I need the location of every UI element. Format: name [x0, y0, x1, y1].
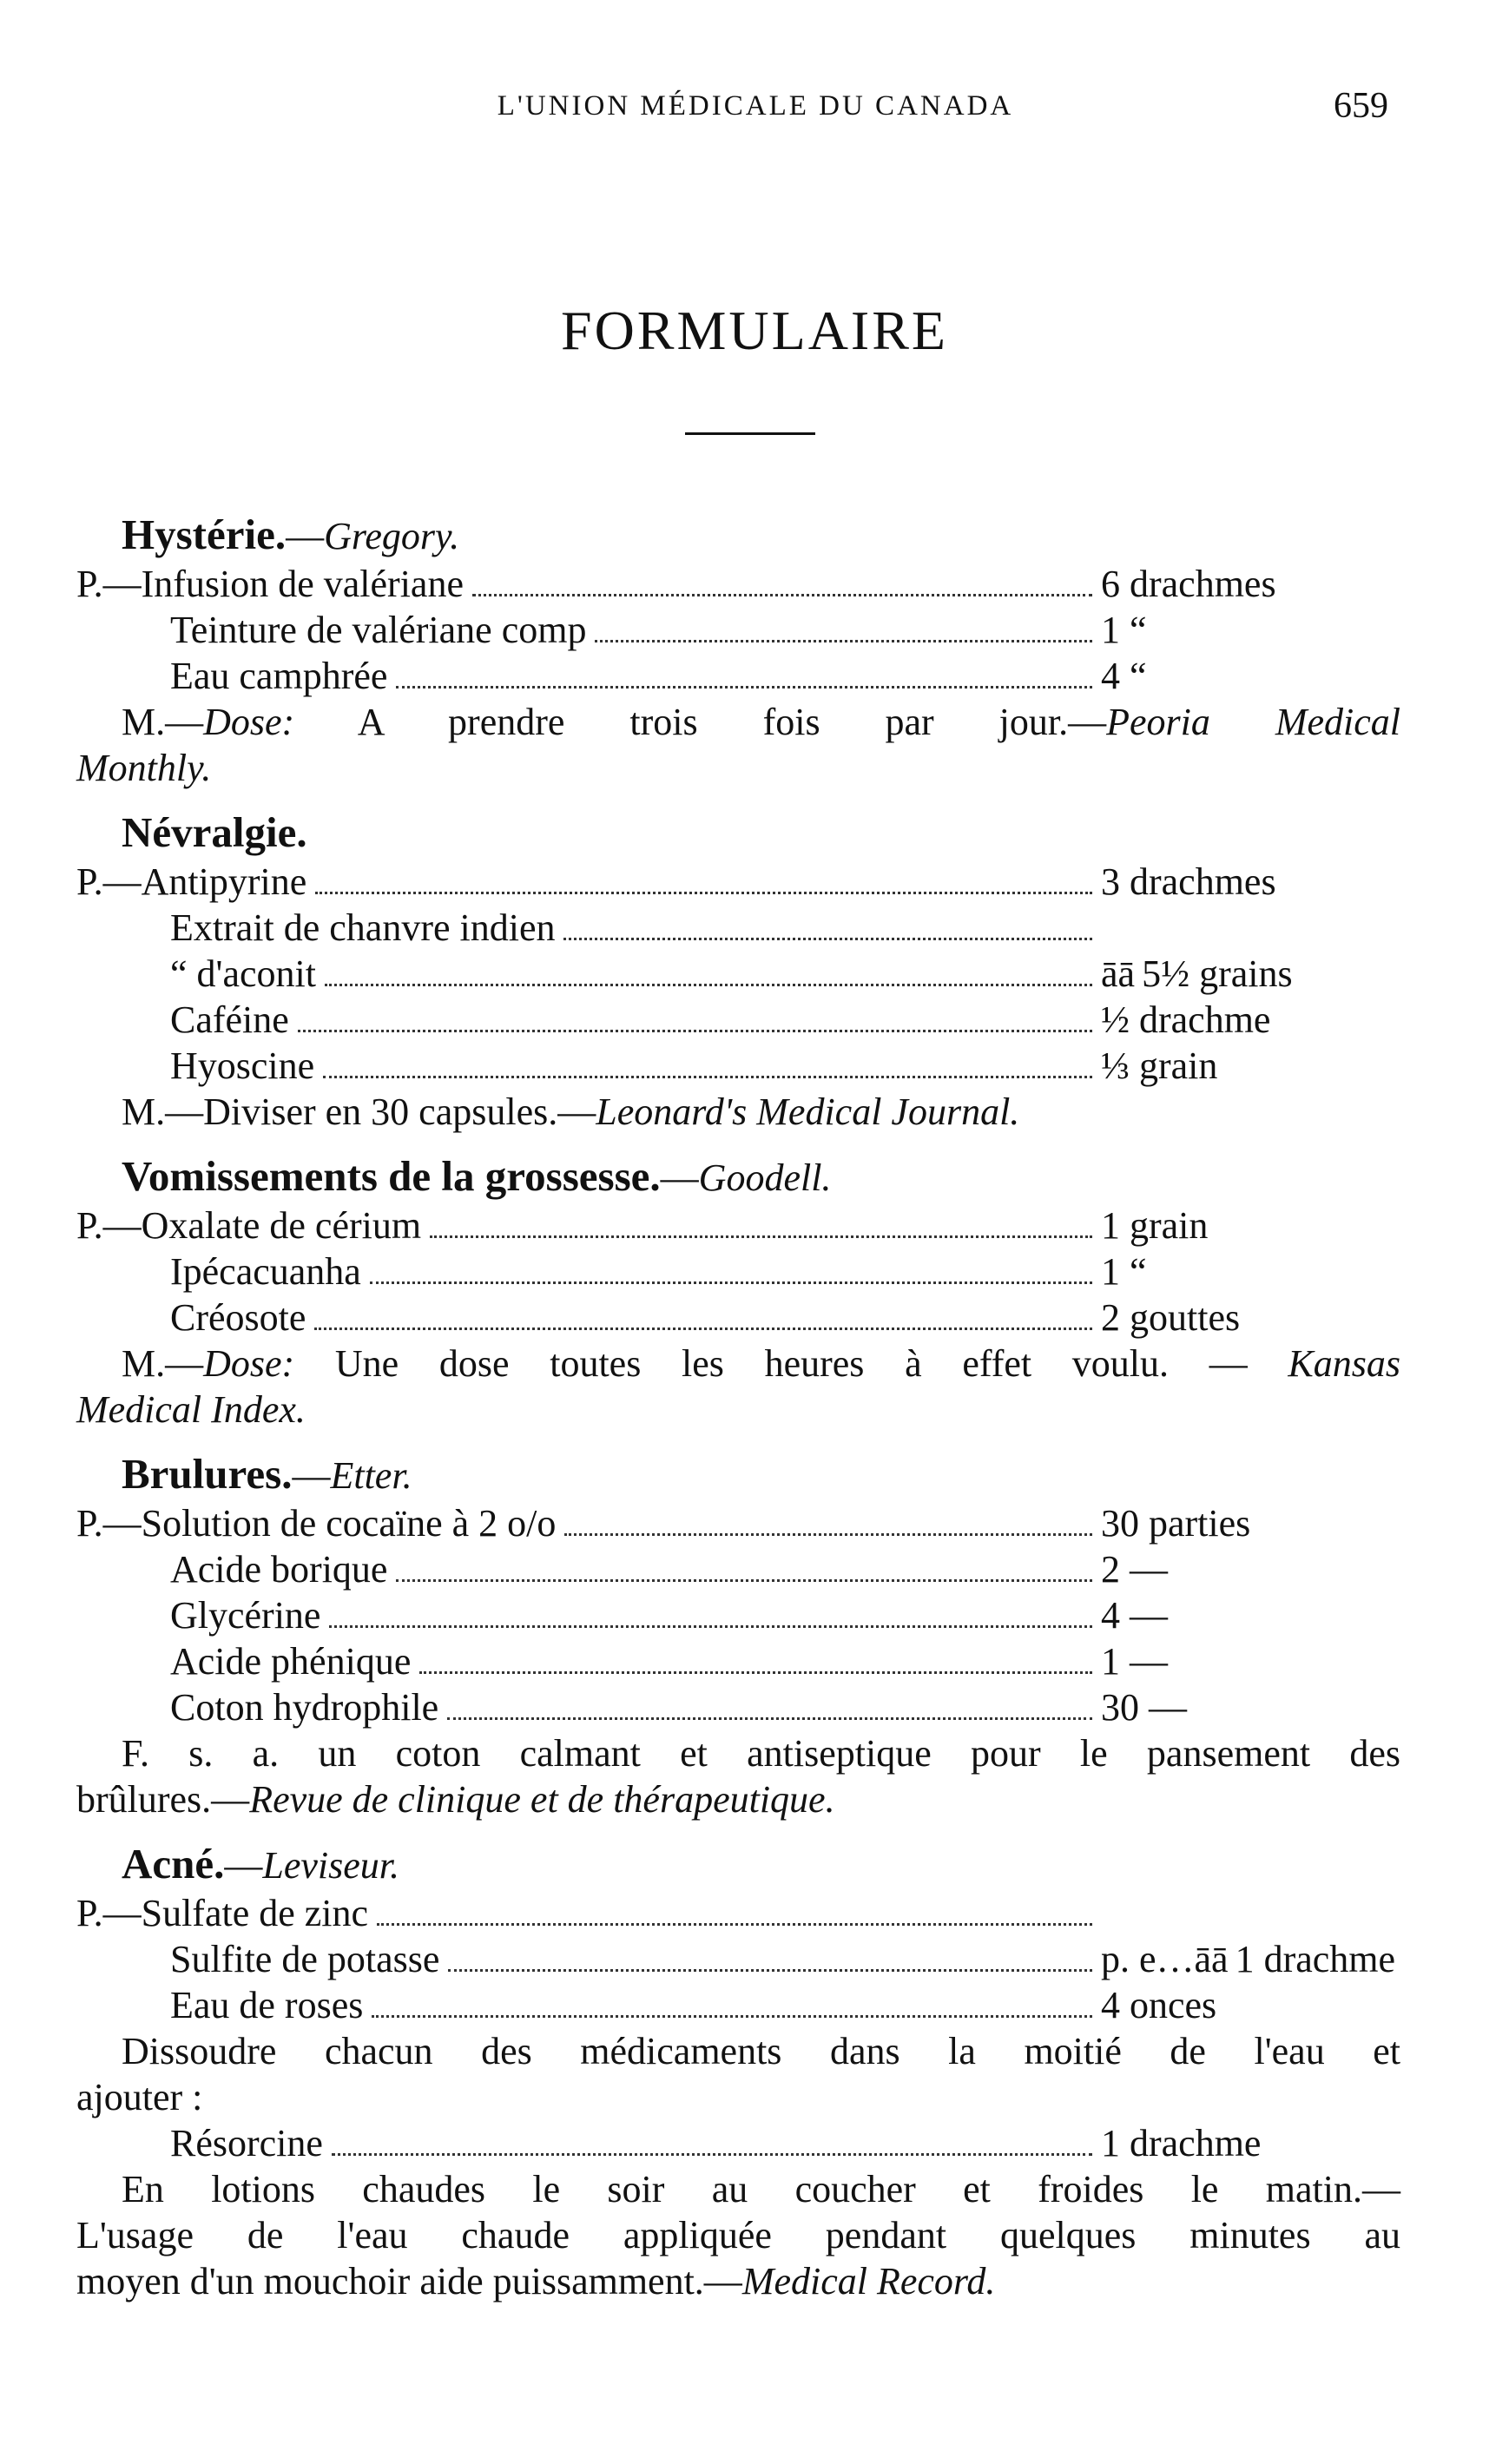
ingredient-dose: [1101, 1592, 1400, 1638]
note-line: [76, 2028, 1400, 2074]
dotted-leader: [377, 1923, 1092, 1926]
ana-marker: āā: [1101, 952, 1136, 995]
note-line: [76, 1341, 1400, 1387]
ingredient-label: Eau de roses: [170, 1984, 364, 2026]
dotted-leader: [563, 938, 1092, 940]
formulary-content: [76, 509, 1400, 2304]
text-run: L'usage de l'eau chaude appliquée pendant quelques minutes au: [76, 2214, 1400, 2256]
section-heading: [76, 1838, 1400, 1890]
section-title: Vomissements de la grossesse.: [122, 1152, 661, 1200]
page-number: 659: [1334, 86, 1388, 126]
note-line: [76, 2258, 1400, 2304]
dotted-leader: [329, 1625, 1092, 1628]
ingredient-label: Hyoscine: [170, 1044, 315, 1087]
text-run: M.—Diviser en 30 capsules.—: [122, 1090, 596, 1133]
ingredient-name: [170, 1043, 314, 1089]
text-run: Dose:: [203, 701, 295, 743]
ingredient-name: [170, 1295, 306, 1341]
ingredient-dose: [1101, 1248, 1400, 1295]
note-line: [76, 699, 1400, 745]
ingredient-row: [76, 1592, 1400, 1638]
ingredient-row: [76, 1295, 1400, 1341]
text-run: Revue de clinique et de thérapeutique.: [249, 1778, 835, 1821]
text-run: Medical Record.: [741, 2260, 996, 2303]
section-author: Goodell.: [698, 1156, 832, 1199]
running-head: L'UNION MÉDICALE DU CANADA: [497, 90, 1014, 122]
ingredient-label: Solution de cocaïne à 2 o/o: [141, 1502, 557, 1545]
dotted-leader: [448, 1969, 1092, 1972]
dotted-leader: [298, 1030, 1092, 1032]
ingredient-row: [76, 1936, 1400, 1982]
ingredient-name: [76, 561, 464, 607]
author-dash: —: [286, 515, 325, 557]
ingredient-name: [76, 1202, 421, 1248]
ingredient-quantity: 1 grain: [1101, 1204, 1209, 1247]
note-line: [76, 745, 1400, 791]
ingredient-dose: [1101, 1500, 1400, 1546]
ingredient-name: [170, 951, 316, 997]
ingredient-label: “ d'aconit: [170, 952, 316, 995]
note-line: [76, 1387, 1400, 1433]
dotted-leader: [396, 1579, 1092, 1582]
prescription-prefix: P.—: [76, 860, 142, 903]
ingredient-row: [76, 905, 1400, 951]
ingredient-quantity: 4 “: [1101, 655, 1147, 697]
text-run: brûlures.—: [76, 1778, 250, 1821]
dotted-leader: [595, 640, 1092, 642]
text-run: Dissoudre chacun des médicaments dans la moitié de l'eau et: [122, 2030, 1400, 2072]
prescription-prefix: P.—: [76, 1502, 142, 1545]
ingredient-row: [76, 859, 1400, 905]
ingredient-row: [76, 997, 1400, 1043]
ingredient-row: [76, 1043, 1400, 1089]
ingredient-row: [76, 1684, 1400, 1730]
ingredient-quantity: 3 drachmes: [1101, 860, 1276, 903]
ingredient-name: [76, 1890, 368, 1936]
ingredient-dose: [1101, 1982, 1400, 2028]
dotted-leader: [315, 892, 1092, 894]
ingredient-name: [170, 1684, 438, 1730]
ingredient-row: [76, 1982, 1400, 2028]
section-title: Hystérie.: [122, 511, 287, 558]
ingredient-label: Acide phénique: [170, 1640, 412, 1683]
dotted-leader: [323, 1076, 1092, 1078]
ingredient-name: [76, 859, 306, 905]
ana-marker: p. e…āā: [1101, 1938, 1229, 1980]
dotted-leader: [396, 686, 1092, 688]
ingredient-label: Créosote: [170, 1296, 306, 1339]
ingredient-label: Eau camphrée: [170, 655, 388, 697]
ingredient-row: [76, 2120, 1400, 2166]
ingredient-name: [170, 1982, 363, 2028]
dotted-leader: [325, 984, 1092, 986]
section-title: Acné.: [122, 1840, 225, 1888]
dotted-leader: [314, 1328, 1092, 1330]
ingredient-quantity: 30 —: [1101, 1686, 1187, 1729]
ingredient-quantity: 4 —: [1101, 1594, 1168, 1637]
text-run: Monthly.: [76, 747, 212, 789]
ingredient-quantity: 2 —: [1101, 1548, 1168, 1591]
ingredient-quantity: 1 “: [1101, 1250, 1147, 1293]
ingredient-label: Extrait de chanvre indien: [170, 906, 556, 949]
prescription-prefix: P.—: [76, 563, 142, 605]
ingredient-dose: [1101, 997, 1400, 1043]
note-line: [76, 1089, 1400, 1135]
ingredient-name: [170, 905, 555, 951]
ingredient-row: [76, 1202, 1400, 1248]
note-line: [76, 2074, 1400, 2120]
author-dash: —: [224, 1844, 263, 1887]
text-run: A prendre trois fois par jour.—: [294, 701, 1107, 743]
ingredient-quantity: 5½ grains: [1142, 952, 1293, 995]
ingredient-name: [170, 1592, 320, 1638]
ingredient-label: Coton hydrophile: [170, 1686, 439, 1729]
ingredient-name: [170, 1936, 439, 1982]
text-run: M.—: [122, 701, 204, 743]
text-run: Kansas: [1288, 1342, 1400, 1385]
ingredient-label: Résorcine: [170, 2122, 323, 2164]
ingredient-dose: [1101, 561, 1400, 607]
text-run: Medical Index.: [76, 1388, 306, 1431]
note-line: [76, 2212, 1400, 2258]
ingredient-row: [76, 1500, 1400, 1546]
ingredient-dose: [1101, 2120, 1400, 2166]
section-title: Névralgie.: [122, 808, 307, 856]
author-dash: —: [292, 1454, 331, 1497]
ingredient-dose: [1101, 859, 1400, 905]
author-dash: —: [660, 1156, 699, 1199]
dotted-leader: [564, 1533, 1092, 1536]
ingredient-dose: [1101, 607, 1400, 653]
ingredient-row: [76, 1546, 1400, 1592]
ingredient-name: [76, 1500, 556, 1546]
ingredient-label: Acide borique: [170, 1548, 388, 1591]
ingredient-dose: [1101, 1684, 1400, 1730]
section-title: Brulures.: [122, 1450, 293, 1498]
text-run: F. s. a. un coton calmant et antiseptique pour le pansement des: [122, 1732, 1400, 1775]
note-line: [76, 1730, 1400, 1776]
section-heading: [76, 1150, 1400, 1202]
ingredient-row: [76, 951, 1400, 997]
ingredient-name: [170, 2120, 323, 2166]
ingredient-quantity: 30 parties: [1101, 1502, 1251, 1545]
ingredient-quantity: 4 onces: [1101, 1984, 1217, 2026]
title-rule: [685, 432, 815, 435]
ingredient-dose: [1101, 951, 1400, 997]
text-run: M.—: [122, 1342, 204, 1385]
ingredient-name: [170, 607, 586, 653]
ingredient-dose: [1101, 653, 1400, 699]
ingredient-row: [76, 1248, 1400, 1295]
prescription-prefix: P.—: [76, 1204, 142, 1247]
ingredient-row: [76, 653, 1400, 699]
ingredient-dose: [1101, 1638, 1400, 1684]
ingredient-row: [76, 561, 1400, 607]
dotted-leader: [472, 594, 1092, 596]
text-run: Une dose toutes les heures à effet voulu. —: [294, 1342, 1288, 1385]
dotted-leader: [332, 2153, 1092, 2156]
dotted-leader: [419, 1671, 1092, 1674]
text-run: ajouter :: [76, 2076, 203, 2118]
section-author: Etter.: [330, 1454, 412, 1497]
text-run: En lotions chaudes le soir au coucher et froides le matin.—: [122, 2168, 1400, 2210]
dotted-leader: [372, 2015, 1092, 2018]
ingredient-label: Infusion de valériane: [141, 563, 464, 605]
dotted-leader: [370, 1281, 1092, 1284]
ingredient-dose: [1101, 1043, 1400, 1089]
ingredient-quantity: 2 gouttes: [1101, 1296, 1241, 1339]
note-line: [76, 1776, 1400, 1822]
prescription-prefix: P.—: [76, 1892, 142, 1934]
text-run: Leonard's Medical Journal.: [596, 1090, 1020, 1133]
text-run: moyen d'un mouchoir aide puissamment.—: [76, 2260, 742, 2303]
ingredient-label: Caféine: [170, 998, 289, 1041]
ingredient-row: [76, 1638, 1400, 1684]
ingredient-name: [170, 1546, 387, 1592]
ingredient-dose: [1101, 1295, 1400, 1341]
ingredient-row: [76, 1890, 1400, 1936]
ingredient-dose: [1101, 1546, 1400, 1592]
dotted-leader: [430, 1235, 1092, 1238]
ingredient-quantity: ½ drachme: [1101, 998, 1271, 1041]
ingredient-quantity: 1 —: [1101, 1640, 1168, 1683]
ingredient-row: [76, 607, 1400, 653]
ingredient-name: [170, 997, 289, 1043]
ingredient-name: [170, 653, 387, 699]
ingredient-label: Antipyrine: [141, 860, 307, 903]
ingredient-label: Glycérine: [170, 1594, 321, 1637]
section-author: Gregory.: [324, 515, 460, 557]
ingredient-quantity: 1 “: [1101, 609, 1147, 651]
section-heading: [76, 807, 1400, 859]
dotted-leader: [447, 1717, 1092, 1720]
section-heading: [76, 1448, 1400, 1500]
ingredient-quantity: 1 drachme: [1101, 2122, 1262, 2164]
ingredient-label: Sulfate de zinc: [141, 1892, 369, 1934]
ingredient-label: Sulfite de potasse: [170, 1938, 440, 1980]
page-title: FORMULAIRE: [560, 300, 949, 361]
ingredient-dose: [1101, 1202, 1400, 1248]
ingredient-name: [170, 1638, 411, 1684]
ingredient-name: [170, 1248, 361, 1295]
section-heading: [76, 509, 1400, 561]
section-author: Leviseur.: [262, 1844, 400, 1887]
text-run: Dose:: [203, 1342, 295, 1385]
ingredient-quantity: 1 drachme: [1235, 1938, 1396, 1980]
ingredient-label: Teinture de valériane comp: [170, 609, 587, 651]
text-run: Peoria Medical: [1106, 701, 1400, 743]
ingredient-dose: [1101, 1936, 1400, 1982]
ingredient-quantity: 6 drachmes: [1101, 563, 1276, 605]
ingredient-label: Oxalate de cérium: [141, 1204, 422, 1247]
ingredient-quantity: ⅓ grain: [1101, 1044, 1218, 1087]
ingredient-label: Ipécacuanha: [170, 1250, 361, 1293]
note-line: [76, 2166, 1400, 2212]
